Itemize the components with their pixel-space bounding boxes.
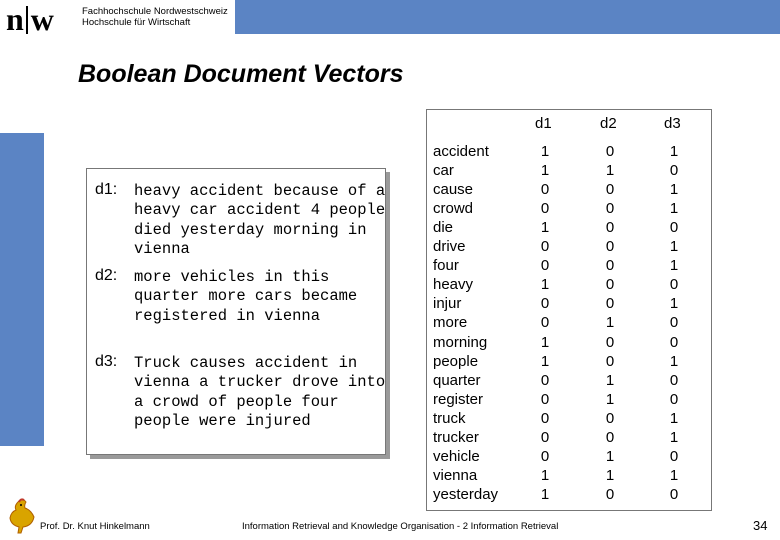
term-label: people <box>433 353 479 370</box>
term-label: yesterday <box>433 486 499 503</box>
document-label: d3: <box>95 353 118 370</box>
table-cell: 0 <box>540 372 550 389</box>
table-cell: 0 <box>540 257 550 274</box>
table-cell: 1 <box>669 295 679 312</box>
term-label: morning <box>433 334 488 351</box>
table-cell: 0 <box>540 314 550 331</box>
table-cell: 0 <box>669 276 679 293</box>
table-cell: 1 <box>605 391 615 408</box>
table-cell: 0 <box>540 429 550 446</box>
term-label: heavy <box>433 276 474 293</box>
table-cell: 0 <box>669 486 679 503</box>
term-label: drive <box>433 238 466 255</box>
logo-letter-w: w <box>30 1 53 37</box>
term-label: car <box>433 162 454 179</box>
footer-author: Prof. Dr. Knut Hinkelmann <box>40 521 150 532</box>
table-cell: 0 <box>605 181 615 198</box>
document-label: d2: <box>95 267 118 284</box>
table-cell: 0 <box>605 219 615 236</box>
table-cell: 1 <box>540 334 550 351</box>
logo-text <box>82 6 228 28</box>
table-cell: 0 <box>540 391 550 408</box>
term-label: four <box>433 257 459 274</box>
fhnw-logo <box>6 3 53 35</box>
table-cell: 0 <box>669 162 679 179</box>
document-text: Truck causes accident in vienna a trucker drove into a crowd of people four people were injured <box>134 354 386 430</box>
table-cell: 1 <box>540 276 550 293</box>
logo-line-2: Hochschule für Wirtschaft <box>82 17 191 28</box>
table-cell: 1 <box>605 467 615 484</box>
table-cell: 1 <box>605 448 615 465</box>
term-label: vienna <box>433 467 478 484</box>
table-cell: 1 <box>669 353 679 370</box>
header-band <box>235 0 780 34</box>
table-cell: 1 <box>540 467 550 484</box>
term-label: trucker <box>433 429 479 446</box>
table-cell: 0 <box>605 276 615 293</box>
table-cell: 0 <box>540 200 550 217</box>
table-cell: 0 <box>669 391 679 408</box>
term-label: truck <box>433 410 466 427</box>
documents-box <box>86 168 386 455</box>
table-cell: 1 <box>605 314 615 331</box>
column-header-d2: d2 <box>600 115 617 132</box>
table-cell: 0 <box>605 257 615 274</box>
table-cell: 0 <box>540 410 550 427</box>
term-label: cause <box>433 181 474 198</box>
slide-title: Boolean Document Vectors <box>78 60 404 88</box>
table-cell: 0 <box>605 410 615 427</box>
term-label: crowd <box>433 200 474 217</box>
page-number: 34 <box>753 518 768 533</box>
term-label: vehicle <box>433 448 480 465</box>
table-cell: 0 <box>605 486 615 503</box>
rooster-logo-icon <box>4 496 38 536</box>
left-decorative-strip <box>0 133 44 446</box>
table-cell: 0 <box>605 143 615 160</box>
table-cell: 1 <box>669 200 679 217</box>
table-cell: 1 <box>669 238 679 255</box>
table-cell: 1 <box>669 143 679 160</box>
term-label: accident <box>433 143 489 160</box>
table-cell: 1 <box>605 162 615 179</box>
table-cell: 1 <box>605 372 615 389</box>
logo-line-1: Fachhochschule Nordwestschweiz <box>82 6 228 17</box>
footer-course: Information Retrieval and Knowledge Organisation - 2 Information Retrieval <box>242 521 559 532</box>
column-header-d1: d1 <box>535 115 552 132</box>
term-label: die <box>433 219 454 236</box>
term-label: quarter <box>433 372 481 389</box>
table-cell: 1 <box>540 486 550 503</box>
table-cell: 0 <box>540 238 550 255</box>
table-cell: 0 <box>605 238 615 255</box>
column-header-d3: d3 <box>664 115 681 132</box>
document-label: d1: <box>95 181 118 198</box>
document-text: more vehicles in this quarter more cars became registered in vienna <box>134 268 358 325</box>
table-cell: 0 <box>669 314 679 331</box>
term-label: injur <box>433 295 462 312</box>
table-cell: 1 <box>669 410 679 427</box>
table-cell: 1 <box>669 257 679 274</box>
table-cell: 0 <box>540 295 550 312</box>
table-cell: 0 <box>669 448 679 465</box>
table-cell: 0 <box>605 353 615 370</box>
term-label: more <box>433 314 468 331</box>
table-cell: 1 <box>669 429 679 446</box>
logo-letter-n: n <box>6 1 23 37</box>
term-label: register <box>433 391 484 408</box>
table-cell: 0 <box>540 448 550 465</box>
document-text: heavy accident because of a heavy car accident 4 people died yesterday morning in vienna <box>134 182 386 258</box>
table-cell: 0 <box>669 219 679 236</box>
table-cell: 1 <box>540 162 550 179</box>
table-cell: 1 <box>669 467 679 484</box>
table-cell: 0 <box>605 429 615 446</box>
table-cell: 1 <box>540 353 550 370</box>
table-cell: 0 <box>669 334 679 351</box>
table-cell: 1 <box>540 143 550 160</box>
table-cell: 0 <box>605 295 615 312</box>
table-cell: 0 <box>540 181 550 198</box>
table-cell: 1 <box>669 181 679 198</box>
table-cell: 0 <box>605 334 615 351</box>
table-cell: 0 <box>669 372 679 389</box>
table-cell: 0 <box>605 200 615 217</box>
table-cell: 1 <box>540 219 550 236</box>
